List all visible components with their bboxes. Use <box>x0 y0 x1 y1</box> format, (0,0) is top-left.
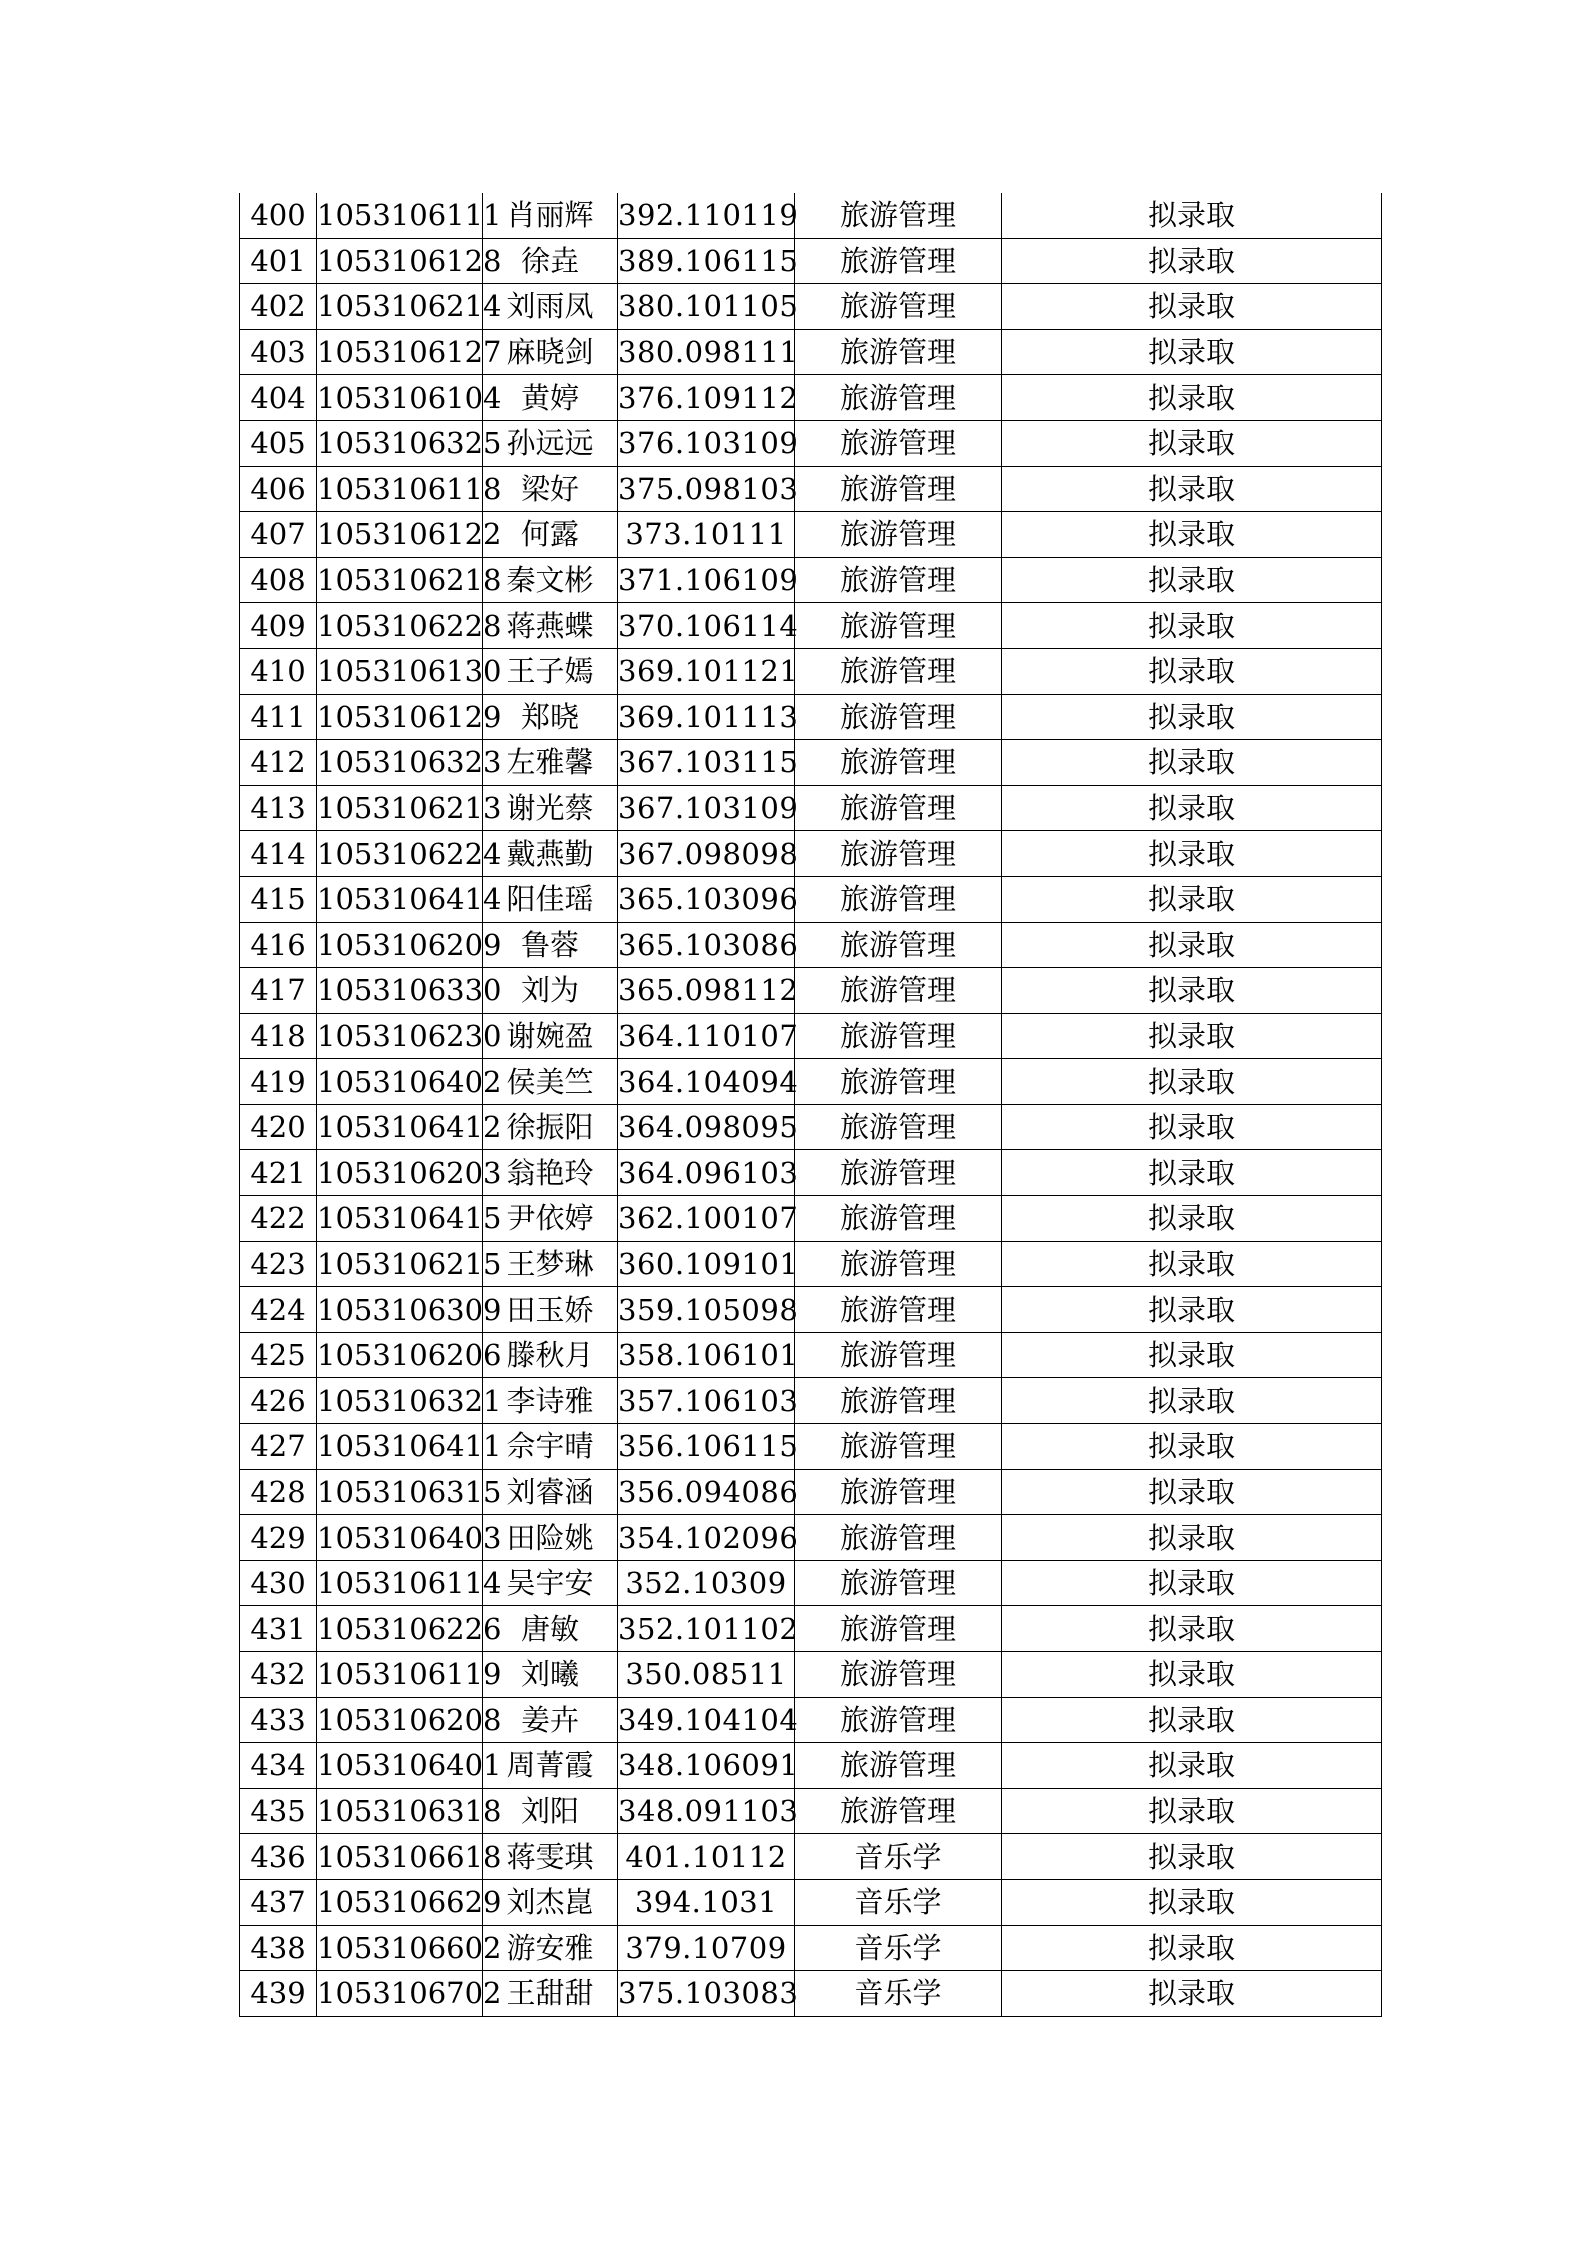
table-row <box>240 238 1382 284</box>
table-row <box>240 557 1382 603</box>
name-cell: 秦文彬 <box>483 557 618 603</box>
score-cell: 358.106101 <box>618 1332 795 1378</box>
score-cell: 356.094086 <box>618 1469 795 1515</box>
status-cell: 拟录取 <box>1002 740 1382 786</box>
major-cell: 旅游管理 <box>795 1469 1002 1515</box>
major-cell: 旅游管理 <box>795 284 1002 330</box>
major-cell: 旅游管理 <box>795 1743 1002 1789</box>
status-cell: 拟录取 <box>1002 1652 1382 1698</box>
table-row <box>240 466 1382 512</box>
admission-table <box>239 193 1382 2017</box>
table-row <box>240 1241 1382 1287</box>
name-cell: 徐垚 <box>483 238 618 284</box>
exam-id-cell: 1053106315 <box>317 1469 483 1515</box>
status-cell: 拟录取 <box>1002 1834 1382 1880</box>
table-row <box>240 1332 1382 1378</box>
major-cell: 旅游管理 <box>795 375 1002 421</box>
score-cell: 352.101102 <box>618 1606 795 1652</box>
exam-id-cell: 1053106226 <box>317 1606 483 1652</box>
table-row <box>240 968 1382 1014</box>
table-row <box>240 284 1382 330</box>
serial-number-cell: 420 <box>240 1104 317 1150</box>
major-cell: 旅游管理 <box>795 193 1002 238</box>
status-cell: 拟录取 <box>1002 1697 1382 1743</box>
score-cell: 367.103109 <box>618 785 795 831</box>
status-cell: 拟录取 <box>1002 329 1382 375</box>
serial-number-cell: 430 <box>240 1560 317 1606</box>
name-cell: 孙远远 <box>483 420 618 466</box>
exam-id-cell: 1053106129 <box>317 694 483 740</box>
serial-number-cell: 431 <box>240 1606 317 1652</box>
score-cell: 365.098112 <box>618 968 795 1014</box>
table-row <box>240 740 1382 786</box>
exam-id-cell: 1053106208 <box>317 1697 483 1743</box>
name-cell: 麻晓剑 <box>483 329 618 375</box>
score-cell: 369.101113 <box>618 694 795 740</box>
score-cell: 370.106114 <box>618 603 795 649</box>
name-cell: 左雅馨 <box>483 740 618 786</box>
score-cell: 364.104094 <box>618 1059 795 1105</box>
serial-number-cell: 418 <box>240 1013 317 1059</box>
serial-number-cell: 409 <box>240 603 317 649</box>
serial-number-cell: 435 <box>240 1788 317 1834</box>
name-cell: 肖丽辉 <box>483 193 618 238</box>
score-cell: 364.110107 <box>618 1013 795 1059</box>
exam-id-cell: 1053106104 <box>317 375 483 421</box>
name-cell: 游安雅 <box>483 1925 618 1971</box>
serial-number-cell: 438 <box>240 1925 317 1971</box>
status-cell: 拟录取 <box>1002 284 1382 330</box>
score-cell: 348.091103 <box>618 1788 795 1834</box>
score-cell: 373.10111 <box>618 512 795 558</box>
table-row <box>240 922 1382 968</box>
major-cell: 旅游管理 <box>795 603 1002 649</box>
serial-number-cell: 401 <box>240 238 317 284</box>
status-cell: 拟录取 <box>1002 694 1382 740</box>
table-row <box>240 375 1382 421</box>
score-cell: 380.098111 <box>618 329 795 375</box>
major-cell: 音乐学 <box>795 1834 1002 1880</box>
name-cell: 谢婉盈 <box>483 1013 618 1059</box>
exam-id-cell: 1053106119 <box>317 1652 483 1698</box>
serial-number-cell: 419 <box>240 1059 317 1105</box>
exam-id-cell: 1053106402 <box>317 1059 483 1105</box>
score-cell: 359.105098 <box>618 1287 795 1333</box>
status-cell: 拟录取 <box>1002 1879 1382 1925</box>
serial-number-cell: 402 <box>240 284 317 330</box>
score-cell: 375.098103 <box>618 466 795 512</box>
exam-id-cell: 1053106118 <box>317 466 483 512</box>
score-cell: 364.098095 <box>618 1104 795 1150</box>
table-row <box>240 1606 1382 1652</box>
name-cell: 蒋燕蝶 <box>483 603 618 649</box>
name-cell: 郑晓 <box>483 694 618 740</box>
table-row <box>240 1834 1382 1880</box>
exam-id-cell: 1053106414 <box>317 876 483 922</box>
name-cell: 尹依婷 <box>483 1196 618 1242</box>
table-row <box>240 1104 1382 1150</box>
table-row <box>240 1287 1382 1333</box>
exam-id-cell: 1053106415 <box>317 1196 483 1242</box>
table-row <box>240 1652 1382 1698</box>
name-cell: 佘宇晴 <box>483 1424 618 1470</box>
score-cell: 389.106115 <box>618 238 795 284</box>
exam-id-cell: 1053106206 <box>317 1332 483 1378</box>
name-cell: 田险姚 <box>483 1515 618 1561</box>
table-row <box>240 648 1382 694</box>
name-cell: 侯美竺 <box>483 1059 618 1105</box>
exam-id-cell: 1053106618 <box>317 1834 483 1880</box>
exam-id-cell: 1053106702 <box>317 1971 483 2017</box>
name-cell: 田玉娇 <box>483 1287 618 1333</box>
status-cell: 拟录取 <box>1002 1424 1382 1470</box>
score-cell: 371.106109 <box>618 557 795 603</box>
status-cell: 拟录取 <box>1002 557 1382 603</box>
name-cell: 刘曦 <box>483 1652 618 1698</box>
status-cell: 拟录取 <box>1002 1378 1382 1424</box>
serial-number-cell: 408 <box>240 557 317 603</box>
name-cell: 李诗雅 <box>483 1378 618 1424</box>
name-cell: 翁艳玲 <box>483 1150 618 1196</box>
table-row <box>240 785 1382 831</box>
major-cell: 旅游管理 <box>795 1150 1002 1196</box>
serial-number-cell: 417 <box>240 968 317 1014</box>
serial-number-cell: 425 <box>240 1332 317 1378</box>
score-cell: 362.100107 <box>618 1196 795 1242</box>
exam-id-cell: 1053106411 <box>317 1424 483 1470</box>
table-row <box>240 1196 1382 1242</box>
exam-id-cell: 1053106403 <box>317 1515 483 1561</box>
name-cell: 刘睿涵 <box>483 1469 618 1515</box>
exam-id-cell: 1053106111 <box>317 193 483 238</box>
table-row <box>240 603 1382 649</box>
exam-id-cell: 1053106128 <box>317 238 483 284</box>
name-cell: 王甜甜 <box>483 1971 618 2017</box>
table-row <box>240 1925 1382 1971</box>
status-cell: 拟录取 <box>1002 922 1382 968</box>
table-row <box>240 1150 1382 1196</box>
status-cell: 拟录取 <box>1002 466 1382 512</box>
exam-id-cell: 1053106309 <box>317 1287 483 1333</box>
status-cell: 拟录取 <box>1002 1560 1382 1606</box>
major-cell: 旅游管理 <box>795 831 1002 877</box>
exam-id-cell: 1053106114 <box>317 1560 483 1606</box>
table-row <box>240 420 1382 466</box>
serial-number-cell: 404 <box>240 375 317 421</box>
score-cell: 356.106115 <box>618 1424 795 1470</box>
major-cell: 旅游管理 <box>795 1560 1002 1606</box>
status-cell: 拟录取 <box>1002 1925 1382 1971</box>
exam-id-cell: 1053106228 <box>317 603 483 649</box>
major-cell: 旅游管理 <box>795 420 1002 466</box>
score-cell: 350.08511 <box>618 1652 795 1698</box>
score-cell: 375.103083 <box>618 1971 795 2017</box>
score-cell: 367.098098 <box>618 831 795 877</box>
table-row <box>240 1424 1382 1470</box>
serial-number-cell: 410 <box>240 648 317 694</box>
score-cell: 379.10709 <box>618 1925 795 1971</box>
major-cell: 旅游管理 <box>795 740 1002 786</box>
exam-id-cell: 1053106203 <box>317 1150 483 1196</box>
status-cell: 拟录取 <box>1002 876 1382 922</box>
exam-id-cell: 1053106325 <box>317 420 483 466</box>
major-cell: 旅游管理 <box>795 1196 1002 1242</box>
name-cell: 滕秋月 <box>483 1332 618 1378</box>
status-cell: 拟录取 <box>1002 1059 1382 1105</box>
name-cell: 蒋雯琪 <box>483 1834 618 1880</box>
name-cell: 刘雨凤 <box>483 284 618 330</box>
major-cell: 旅游管理 <box>795 1515 1002 1561</box>
name-cell: 戴燕勤 <box>483 831 618 877</box>
serial-number-cell: 433 <box>240 1697 317 1743</box>
major-cell: 旅游管理 <box>795 694 1002 740</box>
score-cell: 367.103115 <box>618 740 795 786</box>
serial-number-cell: 411 <box>240 694 317 740</box>
serial-number-cell: 421 <box>240 1150 317 1196</box>
status-cell: 拟录取 <box>1002 1013 1382 1059</box>
exam-id-cell: 1053106602 <box>317 1925 483 1971</box>
serial-number-cell: 415 <box>240 876 317 922</box>
admission-table-body <box>240 193 1382 2016</box>
table-row <box>240 1378 1382 1424</box>
score-cell: 365.103086 <box>618 922 795 968</box>
name-cell: 何露 <box>483 512 618 558</box>
serial-number-cell: 434 <box>240 1743 317 1789</box>
status-cell: 拟录取 <box>1002 420 1382 466</box>
serial-number-cell: 400 <box>240 193 317 238</box>
major-cell: 旅游管理 <box>795 785 1002 831</box>
status-cell: 拟录取 <box>1002 193 1382 238</box>
name-cell: 刘杰崑 <box>483 1879 618 1925</box>
major-cell: 旅游管理 <box>795 466 1002 512</box>
major-cell: 旅游管理 <box>795 968 1002 1014</box>
major-cell: 音乐学 <box>795 1925 1002 1971</box>
name-cell: 唐敏 <box>483 1606 618 1652</box>
score-cell: 349.104104 <box>618 1697 795 1743</box>
exam-id-cell: 1053106218 <box>317 557 483 603</box>
name-cell: 梁好 <box>483 466 618 512</box>
major-cell: 旅游管理 <box>795 1013 1002 1059</box>
major-cell: 旅游管理 <box>795 1788 1002 1834</box>
score-cell: 376.109112 <box>618 375 795 421</box>
status-cell: 拟录取 <box>1002 1606 1382 1652</box>
name-cell: 阳佳瑶 <box>483 876 618 922</box>
name-cell: 徐振阳 <box>483 1104 618 1150</box>
table-row <box>240 1469 1382 1515</box>
table-row <box>240 1515 1382 1561</box>
score-cell: 354.102096 <box>618 1515 795 1561</box>
serial-number-cell: 422 <box>240 1196 317 1242</box>
serial-number-cell: 429 <box>240 1515 317 1561</box>
status-cell: 拟录取 <box>1002 968 1382 1014</box>
name-cell: 吴宇安 <box>483 1560 618 1606</box>
score-cell: 364.096103 <box>618 1150 795 1196</box>
score-cell: 360.109101 <box>618 1241 795 1287</box>
major-cell: 旅游管理 <box>795 1378 1002 1424</box>
status-cell: 拟录取 <box>1002 603 1382 649</box>
score-cell: 365.103096 <box>618 876 795 922</box>
serial-number-cell: 424 <box>240 1287 317 1333</box>
major-cell: 旅游管理 <box>795 1697 1002 1743</box>
table-row <box>240 1788 1382 1834</box>
table-row <box>240 694 1382 740</box>
table-row <box>240 1059 1382 1105</box>
exam-id-cell: 1053106629 <box>317 1879 483 1925</box>
major-cell: 旅游管理 <box>795 1287 1002 1333</box>
exam-id-cell: 1053106230 <box>317 1013 483 1059</box>
score-cell: 380.101105 <box>618 284 795 330</box>
major-cell: 音乐学 <box>795 1971 1002 2017</box>
major-cell: 旅游管理 <box>795 1424 1002 1470</box>
major-cell: 旅游管理 <box>795 329 1002 375</box>
score-cell: 376.103109 <box>618 420 795 466</box>
serial-number-cell: 403 <box>240 329 317 375</box>
name-cell: 刘为 <box>483 968 618 1014</box>
status-cell: 拟录取 <box>1002 1332 1382 1378</box>
major-cell: 旅游管理 <box>795 1332 1002 1378</box>
major-cell: 旅游管理 <box>795 1606 1002 1652</box>
exam-id-cell: 1053106122 <box>317 512 483 558</box>
exam-id-cell: 1053106330 <box>317 968 483 1014</box>
serial-number-cell: 407 <box>240 512 317 558</box>
table-row <box>240 1879 1382 1925</box>
name-cell: 姜卉 <box>483 1697 618 1743</box>
serial-number-cell: 426 <box>240 1378 317 1424</box>
serial-number-cell: 406 <box>240 466 317 512</box>
table-row <box>240 876 1382 922</box>
score-cell: 401.10112 <box>618 1834 795 1880</box>
status-cell: 拟录取 <box>1002 1150 1382 1196</box>
exam-id-cell: 1053106323 <box>317 740 483 786</box>
table-row <box>240 193 1382 238</box>
table-row <box>240 512 1382 558</box>
status-cell: 拟录取 <box>1002 375 1382 421</box>
name-cell: 周菁霞 <box>483 1743 618 1789</box>
major-cell: 旅游管理 <box>795 1104 1002 1150</box>
major-cell: 旅游管理 <box>795 876 1002 922</box>
status-cell: 拟录取 <box>1002 785 1382 831</box>
exam-id-cell: 1053106412 <box>317 1104 483 1150</box>
serial-number-cell: 432 <box>240 1652 317 1698</box>
status-cell: 拟录取 <box>1002 238 1382 284</box>
major-cell: 旅游管理 <box>795 238 1002 284</box>
status-cell: 拟录取 <box>1002 1196 1382 1242</box>
major-cell: 旅游管理 <box>795 1241 1002 1287</box>
serial-number-cell: 439 <box>240 1971 317 2017</box>
status-cell: 拟录取 <box>1002 831 1382 877</box>
name-cell: 王梦琳 <box>483 1241 618 1287</box>
table-row <box>240 1013 1382 1059</box>
serial-number-cell: 414 <box>240 831 317 877</box>
status-cell: 拟录取 <box>1002 1469 1382 1515</box>
major-cell: 音乐学 <box>795 1879 1002 1925</box>
table-row <box>240 1743 1382 1789</box>
serial-number-cell: 412 <box>240 740 317 786</box>
name-cell: 谢光蔡 <box>483 785 618 831</box>
exam-id-cell: 1053106130 <box>317 648 483 694</box>
serial-number-cell: 423 <box>240 1241 317 1287</box>
serial-number-cell: 405 <box>240 420 317 466</box>
exam-id-cell: 1053106401 <box>317 1743 483 1789</box>
name-cell: 王子嫣 <box>483 648 618 694</box>
status-cell: 拟录取 <box>1002 1971 1382 2017</box>
exam-id-cell: 1053106214 <box>317 284 483 330</box>
serial-number-cell: 436 <box>240 1834 317 1880</box>
major-cell: 旅游管理 <box>795 922 1002 968</box>
serial-number-cell: 413 <box>240 785 317 831</box>
status-cell: 拟录取 <box>1002 1515 1382 1561</box>
serial-number-cell: 427 <box>240 1424 317 1470</box>
exam-id-cell: 1053106209 <box>317 922 483 968</box>
status-cell: 拟录取 <box>1002 512 1382 558</box>
status-cell: 拟录取 <box>1002 1241 1382 1287</box>
status-cell: 拟录取 <box>1002 1104 1382 1150</box>
score-cell: 394.1031 <box>618 1879 795 1925</box>
exam-id-cell: 1053106318 <box>317 1788 483 1834</box>
status-cell: 拟录取 <box>1002 648 1382 694</box>
table-row <box>240 329 1382 375</box>
exam-id-cell: 1053106321 <box>317 1378 483 1424</box>
serial-number-cell: 437 <box>240 1879 317 1925</box>
status-cell: 拟录取 <box>1002 1788 1382 1834</box>
score-cell: 357.106103 <box>618 1378 795 1424</box>
name-cell: 刘阳 <box>483 1788 618 1834</box>
major-cell: 旅游管理 <box>795 512 1002 558</box>
name-cell: 鲁蓉 <box>483 922 618 968</box>
score-cell: 352.10309 <box>618 1560 795 1606</box>
major-cell: 旅游管理 <box>795 1059 1002 1105</box>
status-cell: 拟录取 <box>1002 1287 1382 1333</box>
serial-number-cell: 416 <box>240 922 317 968</box>
exam-id-cell: 1053106127 <box>317 329 483 375</box>
major-cell: 旅游管理 <box>795 1652 1002 1698</box>
name-cell: 黄婷 <box>483 375 618 421</box>
exam-id-cell: 1053106224 <box>317 831 483 877</box>
score-cell: 348.106091 <box>618 1743 795 1789</box>
status-cell: 拟录取 <box>1002 1743 1382 1789</box>
table-row <box>240 1971 1382 2017</box>
table-row <box>240 1697 1382 1743</box>
score-cell: 392.110119 <box>618 193 795 238</box>
serial-number-cell: 428 <box>240 1469 317 1515</box>
major-cell: 旅游管理 <box>795 557 1002 603</box>
major-cell: 旅游管理 <box>795 648 1002 694</box>
exam-id-cell: 1053106215 <box>317 1241 483 1287</box>
score-cell: 369.101121 <box>618 648 795 694</box>
table-row <box>240 831 1382 877</box>
exam-id-cell: 1053106213 <box>317 785 483 831</box>
table-row <box>240 1560 1382 1606</box>
